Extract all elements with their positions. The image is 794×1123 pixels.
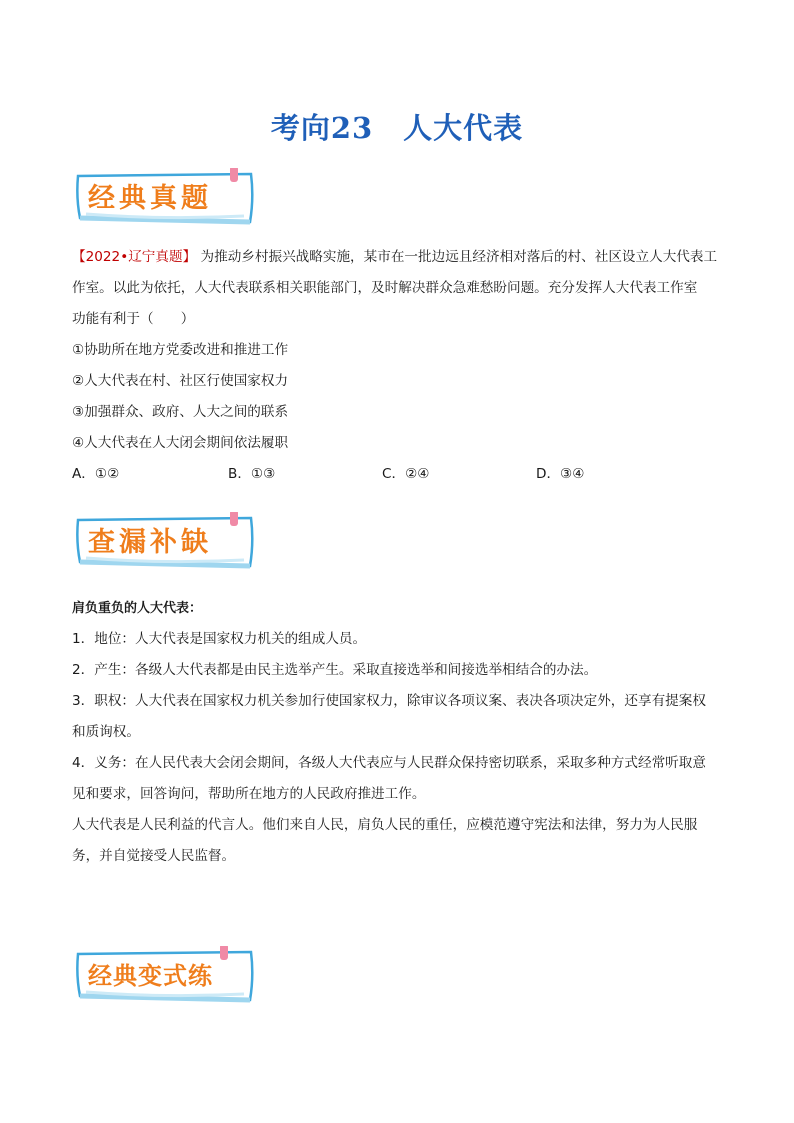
option-a[interactable]: A．①② [72, 466, 120, 482]
section-title: 经典真题 [88, 183, 212, 214]
option-b[interactable]: B．①③ [228, 466, 276, 482]
option-d[interactable]: D．③④ [536, 466, 585, 482]
question-block [72, 242, 726, 490]
knowledge-paragraph: 3．职权：人大代表在国家权力机关参加行使国家权力，除审议各项议案、表决各项决定外，还享有提案权 [72, 693, 706, 709]
section-banner-classic [74, 168, 254, 222]
knowledge-paragraph: 和质询权。 [72, 724, 140, 740]
section-title: 查漏补缺 [88, 527, 212, 558]
section-banner-variant [74, 946, 254, 1000]
knowledge-paragraph: 见和要求，回答询问，帮助所在地方的人民政府推进工作。 [72, 786, 426, 802]
section-banner-fill [74, 512, 254, 566]
knowledge-paragraph: 人大代表是人民利益的代言人。他们来自人民，肩负人民的重任，应模范遵守宪法和法律，努力为人民服 [72, 817, 698, 833]
statement-item: ④人大代表在人大闭会期间依法履职 [72, 435, 289, 451]
question-stem-line: 【2022•辽宁真题】 为推动乡村振兴战略实施，某市在一批边远且经济相对落后的村、社区设立人大代表工 [72, 249, 718, 265]
knowledge-paragraph: 2．产生：各级人大代表都是由民主选举产生。采取直接选举和间接选举相结合的办法。 [72, 662, 598, 678]
statement-item: ②人大代表在村、社区行使国家权力 [72, 373, 289, 389]
knowledge-paragraph: 1．地位：人大代表是国家权力机关的组成人员。 [72, 631, 367, 647]
knowledge-block [72, 593, 726, 872]
section-title: 经典变式练 [88, 961, 213, 990]
answer-options [72, 459, 726, 490]
knowledge-paragraph: 务，并自觉接受人民监督。 [72, 848, 236, 864]
page-title: 考向23 人大代表 [270, 111, 524, 145]
question-stem-line: 作室。以此为依托，人大代表联系相关职能部门，及时解决群众急难愁盼问题。充分发挥人大代表工作室 [72, 280, 698, 296]
statement-item: ③加强群众、政府、人大之间的联系 [72, 404, 289, 420]
statement-item: ①协助所在地方党委改进和推进工作 [72, 342, 289, 358]
knowledge-paragraph: 4．义务：在人民代表大会闭会期间，各级人大代表应与人民群众保持密切联系，采取多种方式经常听取意 [72, 755, 706, 771]
knowledge-heading: 肩负重负的人大代表： [72, 601, 203, 616]
question-source: 【2022•辽宁真题】 [72, 249, 197, 265]
option-c[interactable]: C．②④ [382, 466, 430, 482]
question-stem-line: 功能有利于（ ） [72, 311, 195, 327]
